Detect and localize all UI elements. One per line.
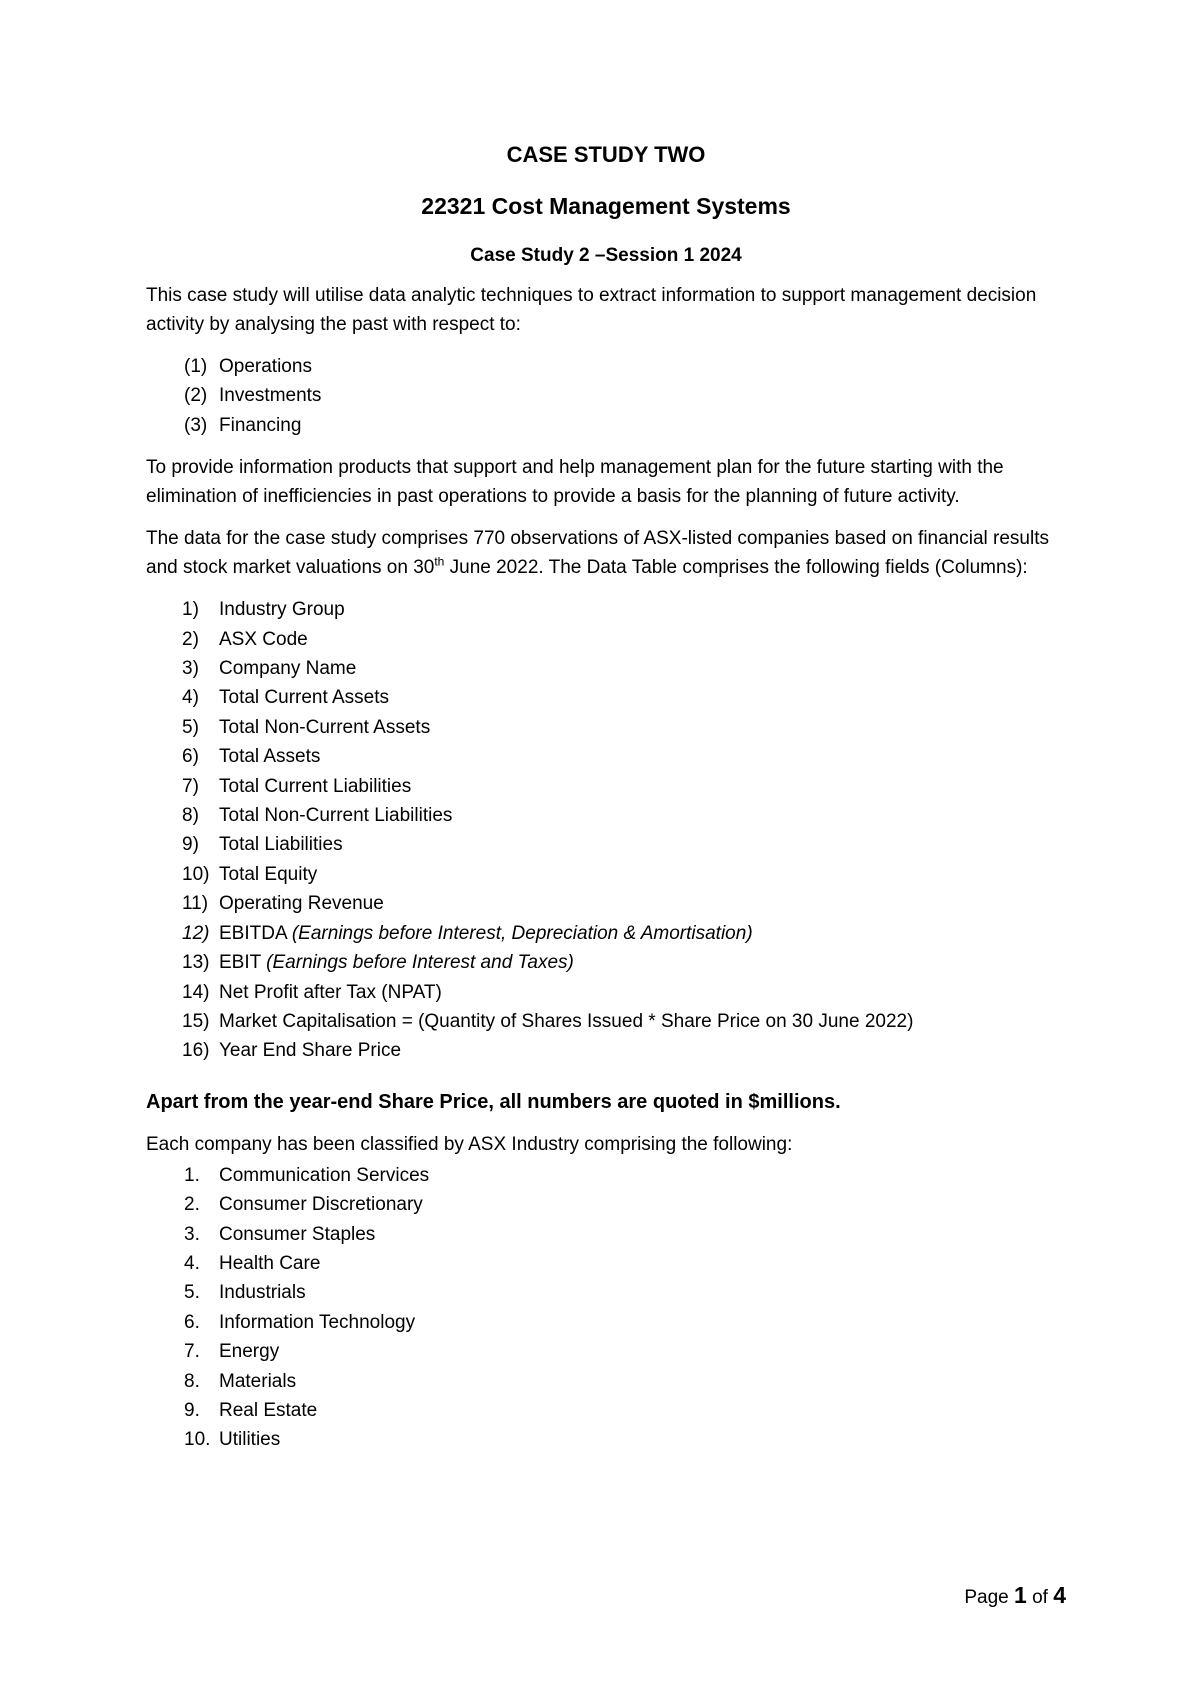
list-number: 15) — [182, 1010, 210, 1032]
list-number: 9. — [184, 1399, 200, 1421]
list-number: 6. — [184, 1311, 200, 1333]
current-page-number: 1 — [1013, 1582, 1027, 1608]
focus-areas-list — [146, 352, 1066, 440]
list-label: Information Technology — [219, 1311, 416, 1333]
list-item — [146, 1036, 1066, 1065]
list-label: EBITDA — [219, 922, 287, 944]
list-item — [146, 595, 1066, 624]
list-item — [146, 1161, 1066, 1190]
list-number: 3) — [182, 658, 199, 680]
session-subtitle: Case Study 2 –Session 1 2024 — [470, 245, 742, 266]
document-body — [146, 140, 1066, 1468]
list-number: (2) — [184, 385, 208, 407]
list-number: 1) — [182, 599, 199, 621]
list-item — [146, 1278, 1066, 1307]
list-item — [146, 1367, 1066, 1396]
list-label: Investments — [219, 385, 322, 407]
list-label: Operations — [219, 356, 312, 377]
list-item — [146, 352, 1066, 381]
list-number: 4. — [184, 1252, 200, 1274]
list-label: Operating Revenue — [219, 893, 384, 915]
list-label: Total Liabilities — [219, 834, 343, 856]
list-label: Year End Share Price — [219, 1040, 402, 1062]
list-number: 4) — [182, 687, 199, 709]
list-label: Net Profit after Tax (NPAT) — [219, 981, 442, 1003]
list-number: 2) — [182, 628, 199, 650]
list-item — [146, 1337, 1066, 1366]
list-label: Communication Services — [219, 1164, 430, 1186]
industries-list — [146, 1161, 1066, 1455]
list-number: 8. — [184, 1370, 200, 1392]
list-item — [146, 1396, 1066, 1425]
list-label: Materials — [219, 1370, 297, 1392]
list-label: Total Current Liabilities — [219, 775, 412, 797]
list-label: Total Assets — [219, 746, 321, 768]
list-item — [146, 625, 1066, 654]
list-item — [146, 948, 1066, 977]
course-title: 22321 Cost Management Systems — [421, 193, 791, 219]
of-word: of — [1032, 1587, 1048, 1608]
total-pages-number: 4 — [1053, 1582, 1066, 1608]
page-word: Page — [964, 1587, 1009, 1608]
list-number: 14) — [182, 981, 210, 1003]
data-description-text: The data for the case study comprises 770 observations of ASX-listed companies based on financial results and stock market valuations on 30 — [146, 528, 1049, 579]
list-item — [146, 742, 1066, 771]
list-number: 12) — [182, 922, 210, 944]
list-number: 11) — [182, 893, 209, 915]
list-number: 10. — [184, 1429, 211, 1451]
list-label: Consumer Discretionary — [219, 1194, 423, 1216]
list-number: 13) — [182, 952, 210, 974]
list-number: 7) — [182, 775, 199, 797]
list-label: ASX Code — [219, 628, 308, 650]
list-item — [146, 654, 1066, 683]
fields-list — [146, 595, 1066, 1066]
list-label: Utilities — [219, 1429, 281, 1451]
page-footer — [964, 1582, 1066, 1609]
list-label: Total Current Assets — [219, 687, 390, 709]
list-number: 10) — [182, 863, 210, 885]
list-number: 16) — [182, 1040, 210, 1062]
list-label: Industry Group — [219, 599, 345, 621]
document-heading: CASE STUDY TWO — [506, 142, 706, 167]
list-number: 3. — [184, 1223, 200, 1245]
list-item — [146, 1249, 1066, 1278]
list-number: 9) — [182, 834, 199, 856]
list-label: Industrials — [219, 1282, 306, 1304]
list-item — [146, 683, 1066, 712]
millions-notice: Apart from the year-end Share Price, all numbers are quoted in $millions. — [146, 1090, 841, 1113]
list-item — [146, 411, 1066, 440]
list-number: 5) — [182, 716, 199, 738]
list-number: (1) — [184, 356, 208, 377]
list-note: (Earnings before Interest and Taxes) — [266, 952, 574, 974]
ordinal-suffix: th — [434, 554, 445, 569]
purpose-paragraph: To provide information products that support and help management plan for the future starting with the elimination of inefficiencies in past operations to provide a basis for the planning of future activity. — [146, 457, 1004, 508]
list-item — [146, 713, 1066, 742]
data-description-text-end: June 2022. The Data Table comprises the following fields (Columns): — [444, 557, 1028, 579]
list-number: 6) — [182, 746, 199, 768]
industry-intro-paragraph: Each company has been classified by ASX Industry comprising the following: — [146, 1133, 793, 1155]
list-label: Company Name — [219, 658, 357, 680]
list-label: Total Equity — [219, 863, 318, 885]
list-label: Total Non-Current Assets — [219, 716, 431, 738]
list-number: 1. — [184, 1164, 200, 1186]
list-item — [146, 1220, 1066, 1249]
list-item — [146, 1308, 1066, 1337]
list-label: Health Care — [219, 1252, 321, 1274]
list-number: (3) — [184, 414, 208, 436]
list-label: Real Estate — [219, 1399, 318, 1421]
list-label: Energy — [219, 1341, 280, 1363]
list-item — [146, 919, 1066, 948]
list-item — [146, 978, 1066, 1007]
list-item — [146, 889, 1066, 918]
list-item — [146, 381, 1066, 410]
list-note: (Earnings before Interest, Depreciation & Amortisation) — [291, 922, 753, 944]
list-item — [146, 1007, 1066, 1036]
list-label: Financing — [219, 414, 302, 436]
list-item — [146, 860, 1066, 889]
list-number: 8) — [182, 805, 199, 827]
list-item — [146, 1190, 1066, 1219]
list-label: Market Capitalisation = (Quantity of Shares Issued * Share Price on 30 June 2022) — [219, 1010, 914, 1032]
intro-paragraph: This case study will utilise data analytic techniques to extract information to support management decision activity by analysing the past with respect to: — [146, 285, 1037, 335]
list-item — [146, 1425, 1066, 1454]
list-label: EBIT — [219, 952, 261, 974]
list-label: Consumer Staples — [219, 1223, 376, 1245]
list-item — [146, 801, 1066, 830]
list-number: 7. — [184, 1341, 200, 1363]
list-item — [146, 772, 1066, 801]
data-description-paragraph — [146, 524, 1066, 582]
list-number: 5. — [184, 1282, 200, 1304]
list-item — [146, 830, 1066, 859]
list-label: Total Non-Current Liabilities — [219, 805, 453, 827]
list-number: 2. — [184, 1194, 200, 1216]
